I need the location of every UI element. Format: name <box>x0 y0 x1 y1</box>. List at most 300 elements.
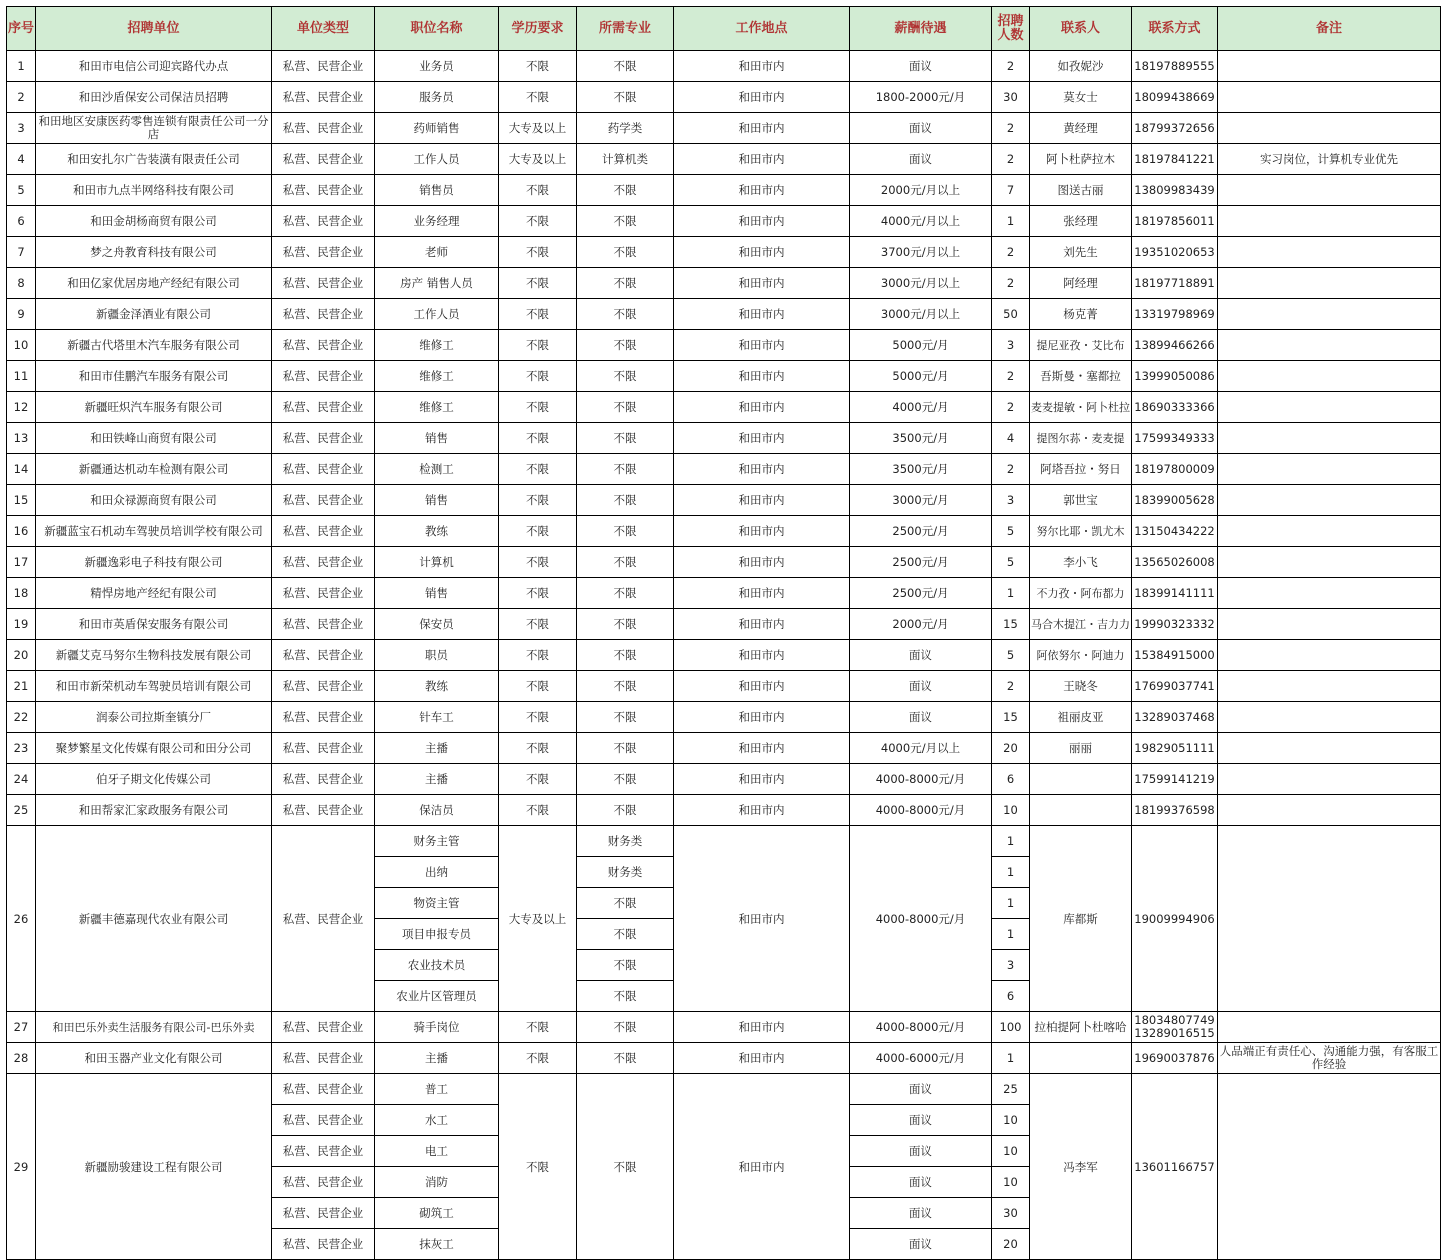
cell-edu: 不限 <box>499 764 577 795</box>
cell-no: 17 <box>7 547 36 578</box>
cell-location: 和田市内 <box>674 1074 850 1260</box>
cell-salary: 4000-8000元/月 <box>850 764 992 795</box>
cell-position: 计算机 <box>375 547 499 578</box>
cell-location: 和田市内 <box>674 175 850 206</box>
cell-note <box>1218 1074 1441 1260</box>
cell-company: 新疆丰德嘉现代农业有限公司 <box>36 826 272 1012</box>
cell-location: 和田市内 <box>674 268 850 299</box>
cell-position: 农业技术员 <box>375 950 499 981</box>
phone-line: 13289016515 <box>1134 1026 1215 1040</box>
cell-company: 和田沙盾保安公司保洁员招聘 <box>36 82 272 113</box>
cell-company: 新疆旺炽汽车服务有限公司 <box>36 392 272 423</box>
cell-contact: 库都斯 <box>1030 826 1132 1012</box>
cell-company: 伯牙子期文化传媒公司 <box>36 764 272 795</box>
header-cell: 联系方式 <box>1132 7 1218 51</box>
cell-position: 出纳 <box>375 857 499 888</box>
cell-position: 销售 <box>375 423 499 454</box>
cell-location: 和田市内 <box>674 640 850 671</box>
cell-edu: 不限 <box>499 299 577 330</box>
cell-phone: 13565026008 <box>1132 547 1218 578</box>
cell-type: 私营、民营企业 <box>272 485 375 516</box>
cell-major: 不限 <box>577 671 674 702</box>
table-row <box>7 82 1441 113</box>
cell-type: 私营、民营企业 <box>272 82 375 113</box>
cell-position: 抹灰工 <box>375 1229 499 1260</box>
table-row <box>7 175 1441 206</box>
cell-phone: 17699037741 <box>1132 671 1218 702</box>
cell-phone: 18199376598 <box>1132 795 1218 826</box>
table-row <box>7 609 1441 640</box>
cell-company: 和田市九点半网络科技有限公司 <box>36 175 272 206</box>
cell-count: 20 <box>992 733 1030 764</box>
cell-note <box>1218 702 1441 733</box>
cell-phone: 19351020653 <box>1132 237 1218 268</box>
table-row <box>7 454 1441 485</box>
cell-edu: 不限 <box>499 609 577 640</box>
cell-company: 新疆古代塔里木汽车服务有限公司 <box>36 330 272 361</box>
cell-position: 针车工 <box>375 702 499 733</box>
recruitment-table <box>6 6 1441 1260</box>
cell-contact: 王晓冬 <box>1030 671 1132 702</box>
cell-count: 2 <box>992 113 1030 144</box>
cell-phone: 18197856011 <box>1132 206 1218 237</box>
cell-salary: 面议 <box>850 671 992 702</box>
cell-contact: 郭世宝 <box>1030 485 1132 516</box>
cell-note <box>1218 826 1441 1012</box>
cell-location: 和田市内 <box>674 144 850 175</box>
cell-count: 3 <box>992 330 1030 361</box>
cell-major: 不限 <box>577 485 674 516</box>
header-cell: 职位名称 <box>375 7 499 51</box>
cell-note <box>1218 640 1441 671</box>
cell-note <box>1218 113 1441 144</box>
cell-no: 23 <box>7 733 36 764</box>
cell-position: 电工 <box>375 1136 499 1167</box>
cell-major: 不限 <box>577 392 674 423</box>
cell-salary: 面议 <box>850 1167 992 1198</box>
cell-company: 和田玉器产业文化有限公司 <box>36 1043 272 1074</box>
cell-position: 普工 <box>375 1074 499 1105</box>
cell-salary: 4000-8000元/月 <box>850 1012 992 1043</box>
cell-count: 6 <box>992 981 1030 1012</box>
cell-phone: 13899466266 <box>1132 330 1218 361</box>
cell-contact: 麦麦提敏・阿卜杜拉 <box>1030 392 1132 423</box>
cell-company: 新疆励骏建设工程有限公司 <box>36 1074 272 1260</box>
cell-no: 25 <box>7 795 36 826</box>
cell-company: 新疆金泽酒业有限公司 <box>36 299 272 330</box>
cell-note <box>1218 516 1441 547</box>
cell-position: 农业片区管理员 <box>375 981 499 1012</box>
cell-contact: 张经理 <box>1030 206 1132 237</box>
cell-company: 和田金胡杨商贸有限公司 <box>36 206 272 237</box>
cell-count: 2 <box>992 392 1030 423</box>
cell-company: 和田市佳鹏汽车服务有限公司 <box>36 361 272 392</box>
cell-type: 私营、民营企业 <box>272 113 375 144</box>
cell-location: 和田市内 <box>674 485 850 516</box>
cell-count: 3 <box>992 485 1030 516</box>
cell-position: 工作人员 <box>375 144 499 175</box>
cell-contact: 提尼亚孜・艾比布 <box>1030 330 1132 361</box>
cell-major: 不限 <box>577 547 674 578</box>
cell-no: 1 <box>7 51 36 82</box>
cell-location: 和田市内 <box>674 423 850 454</box>
cell-contact: 拉柏提阿卜杜喀哈 <box>1030 1012 1132 1043</box>
cell-phone: 13319798969 <box>1132 299 1218 330</box>
cell-major: 不限 <box>577 609 674 640</box>
cell-type: 私营、民营企业 <box>272 1074 375 1105</box>
cell-position: 消防 <box>375 1167 499 1198</box>
table-row <box>7 330 1441 361</box>
cell-no: 4 <box>7 144 36 175</box>
cell-note <box>1218 1012 1441 1043</box>
cell-note <box>1218 237 1441 268</box>
cell-edu: 不限 <box>499 733 577 764</box>
cell-type: 私营、民营企业 <box>272 1012 375 1043</box>
cell-note: 实习岗位，计算机专业优先 <box>1218 144 1441 175</box>
cell-salary: 3000元/月 <box>850 485 992 516</box>
table-row <box>7 578 1441 609</box>
cell-major: 不限 <box>577 516 674 547</box>
cell-position: 教练 <box>375 516 499 547</box>
table-row <box>7 826 1441 857</box>
cell-no: 24 <box>7 764 36 795</box>
cell-note <box>1218 795 1441 826</box>
cell-count: 10 <box>992 1167 1030 1198</box>
cell-no: 16 <box>7 516 36 547</box>
cell-location: 和田市内 <box>674 578 850 609</box>
cell-position: 维修工 <box>375 361 499 392</box>
cell-location: 和田市内 <box>674 671 850 702</box>
cell-major: 不限 <box>577 82 674 113</box>
cell-salary: 4000-8000元/月 <box>850 795 992 826</box>
cell-major: 不限 <box>577 888 674 919</box>
cell-count: 1 <box>992 888 1030 919</box>
cell-phone <box>1132 1012 1218 1043</box>
cell-note <box>1218 392 1441 423</box>
cell-company: 和田众禄源商贸有限公司 <box>36 485 272 516</box>
cell-type: 私营、民营企业 <box>272 51 375 82</box>
phone-line: 18034807749 <box>1134 1013 1215 1027</box>
cell-phone: 18197800009 <box>1132 454 1218 485</box>
cell-phone: 18197841221 <box>1132 144 1218 175</box>
cell-salary: 面议 <box>850 1229 992 1260</box>
cell-position: 维修工 <box>375 392 499 423</box>
table-row <box>7 144 1441 175</box>
cell-major: 不限 <box>577 1074 674 1260</box>
cell-note <box>1218 485 1441 516</box>
cell-company: 和田地区安康医药零售连锁有限责任公司一分店 <box>36 113 272 144</box>
cell-type: 私营、民营企业 <box>272 733 375 764</box>
cell-count: 5 <box>992 547 1030 578</box>
cell-company: 和田市英盾保安服务有限公司 <box>36 609 272 640</box>
cell-salary: 4000-6000元/月 <box>850 1043 992 1074</box>
cell-company: 聚梦繁星文化传媒有限公司和田分公司 <box>36 733 272 764</box>
cell-edu: 不限 <box>499 702 577 733</box>
cell-edu: 不限 <box>499 51 577 82</box>
cell-count: 25 <box>992 1074 1030 1105</box>
cell-edu: 不限 <box>499 392 577 423</box>
cell-type: 私营、民营企业 <box>272 330 375 361</box>
cell-type: 私营、民营企业 <box>272 578 375 609</box>
cell-count: 15 <box>992 609 1030 640</box>
cell-no: 15 <box>7 485 36 516</box>
cell-note <box>1218 82 1441 113</box>
cell-position: 服务员 <box>375 82 499 113</box>
table-row <box>7 485 1441 516</box>
cell-major: 不限 <box>577 578 674 609</box>
cell-position: 项目申报专员 <box>375 919 499 950</box>
cell-type: 私营、民营企业 <box>272 640 375 671</box>
cell-type: 私营、民营企业 <box>272 454 375 485</box>
cell-position: 销售 <box>375 578 499 609</box>
cell-edu: 不限 <box>499 578 577 609</box>
cell-location: 和田市内 <box>674 113 850 144</box>
table-row <box>7 1043 1441 1074</box>
cell-major: 不限 <box>577 981 674 1012</box>
cell-type: 私营、民营企业 <box>272 144 375 175</box>
cell-no: 6 <box>7 206 36 237</box>
cell-contact: 努尔比耶・凯尤木 <box>1030 516 1132 547</box>
cell-no: 11 <box>7 361 36 392</box>
cell-major: 不限 <box>577 51 674 82</box>
cell-type: 私营、民营企业 <box>272 1043 375 1074</box>
table-row <box>7 268 1441 299</box>
cell-edu: 不限 <box>499 454 577 485</box>
cell-type: 私营、民营企业 <box>272 795 375 826</box>
cell-major: 财务类 <box>577 826 674 857</box>
cell-contact: 不力孜・阿布都力 <box>1030 578 1132 609</box>
cell-note <box>1218 671 1441 702</box>
cell-phone: 18197889555 <box>1132 51 1218 82</box>
cell-edu: 不限 <box>499 640 577 671</box>
cell-company: 和田安扎尔广告装潢有限责任公司 <box>36 144 272 175</box>
cell-major: 不限 <box>577 299 674 330</box>
cell-salary: 面议 <box>850 1136 992 1167</box>
cell-edu: 不限 <box>499 485 577 516</box>
table-row <box>7 1012 1441 1043</box>
cell-major: 不限 <box>577 764 674 795</box>
cell-company: 和田铁峰山商贸有限公司 <box>36 423 272 454</box>
cell-position: 药师销售 <box>375 113 499 144</box>
cell-contact <box>1030 764 1132 795</box>
cell-salary: 3500元/月 <box>850 423 992 454</box>
cell-position: 房产 销售人员 <box>375 268 499 299</box>
cell-position: 工作人员 <box>375 299 499 330</box>
cell-count: 100 <box>992 1012 1030 1043</box>
cell-salary: 面议 <box>850 144 992 175</box>
cell-count: 1 <box>992 826 1030 857</box>
cell-no: 13 <box>7 423 36 454</box>
cell-type: 私营、民营企业 <box>272 237 375 268</box>
cell-contact: 阿依努尔・阿迪力 <box>1030 640 1132 671</box>
cell-contact <box>1030 1043 1132 1074</box>
cell-salary: 5000元/月 <box>850 330 992 361</box>
cell-position: 维修工 <box>375 330 499 361</box>
cell-count: 2 <box>992 268 1030 299</box>
cell-phone: 15384915000 <box>1132 640 1218 671</box>
header-row <box>7 7 1441 51</box>
cell-contact: 提图尔荪・麦麦提 <box>1030 423 1132 454</box>
cell-note <box>1218 454 1441 485</box>
cell-major: 不限 <box>577 361 674 392</box>
cell-position: 销售 <box>375 485 499 516</box>
cell-note <box>1218 764 1441 795</box>
cell-edu: 不限 <box>499 330 577 361</box>
cell-salary: 1800-2000元/月 <box>850 82 992 113</box>
cell-major: 计算机类 <box>577 144 674 175</box>
cell-count: 1 <box>992 206 1030 237</box>
cell-location: 和田市内 <box>674 361 850 392</box>
cell-note <box>1218 299 1441 330</box>
table-row <box>7 423 1441 454</box>
cell-major: 不限 <box>577 919 674 950</box>
cell-no: 3 <box>7 113 36 144</box>
cell-contact: 阿塔吾拉・努日 <box>1030 454 1132 485</box>
cell-type: 私营、民营企业 <box>272 671 375 702</box>
cell-salary: 3000元/月以上 <box>850 299 992 330</box>
header-cell: 招聘人数 <box>992 7 1030 51</box>
cell-type: 私营、民营企业 <box>272 1167 375 1198</box>
cell-location: 和田市内 <box>674 609 850 640</box>
cell-count: 1 <box>992 578 1030 609</box>
cell-phone: 13601166757 <box>1132 1074 1218 1260</box>
cell-major: 不限 <box>577 733 674 764</box>
cell-company: 和田亿家优居房地产经纪有限公司 <box>36 268 272 299</box>
cell-salary: 2500元/月 <box>850 547 992 578</box>
cell-no: 21 <box>7 671 36 702</box>
cell-company: 和田市新荣机动车驾驶员培训有限公司 <box>36 671 272 702</box>
cell-major: 不限 <box>577 702 674 733</box>
cell-company: 和田市电信公司迎宾路代办点 <box>36 51 272 82</box>
cell-phone: 19990323332 <box>1132 609 1218 640</box>
cell-no: 7 <box>7 237 36 268</box>
cell-contact: 刘先生 <box>1030 237 1132 268</box>
table-row <box>7 764 1441 795</box>
cell-no: 26 <box>7 826 36 1012</box>
cell-type: 私营、民营企业 <box>272 547 375 578</box>
cell-edu: 不限 <box>499 516 577 547</box>
cell-contact: 莫女士 <box>1030 82 1132 113</box>
cell-position: 财务主管 <box>375 826 499 857</box>
cell-count: 5 <box>992 516 1030 547</box>
cell-note <box>1218 206 1441 237</box>
table-row <box>7 733 1441 764</box>
table-row <box>7 1074 1441 1105</box>
cell-count: 30 <box>992 82 1030 113</box>
cell-count: 2 <box>992 51 1030 82</box>
table-row <box>7 237 1441 268</box>
cell-edu: 不限 <box>499 671 577 702</box>
cell-no: 19 <box>7 609 36 640</box>
cell-position: 水工 <box>375 1105 499 1136</box>
cell-company: 和田巴乐外卖生活服务有限公司-巴乐外卖 <box>36 1012 272 1043</box>
header-cell: 招聘单位 <box>36 7 272 51</box>
cell-phone: 18799372656 <box>1132 113 1218 144</box>
table-row <box>7 671 1441 702</box>
cell-salary: 2500元/月 <box>850 516 992 547</box>
cell-type: 私营、民营企业 <box>272 392 375 423</box>
cell-no: 18 <box>7 578 36 609</box>
cell-edu: 不限 <box>499 237 577 268</box>
cell-location: 和田市内 <box>674 1043 850 1074</box>
cell-salary: 2500元/月 <box>850 578 992 609</box>
cell-count: 6 <box>992 764 1030 795</box>
table-row <box>7 51 1441 82</box>
cell-location: 和田市内 <box>674 82 850 113</box>
cell-salary: 4000元/月以上 <box>850 733 992 764</box>
cell-count: 4 <box>992 423 1030 454</box>
cell-company: 新疆通达机动车检测有限公司 <box>36 454 272 485</box>
table-row <box>7 299 1441 330</box>
cell-company: 润泰公司拉斯奎镇分厂 <box>36 702 272 733</box>
cell-contact: 冯李军 <box>1030 1074 1132 1260</box>
cell-edu: 不限 <box>499 423 577 454</box>
cell-salary: 2000元/月以上 <box>850 175 992 206</box>
cell-count: 10 <box>992 1105 1030 1136</box>
cell-salary: 3500元/月 <box>850 454 992 485</box>
cell-type: 私营、民营企业 <box>272 826 375 1012</box>
cell-position: 保安员 <box>375 609 499 640</box>
cell-contact: 吾斯曼・塞都拉 <box>1030 361 1132 392</box>
cell-type: 私营、民营企业 <box>272 175 375 206</box>
cell-count: 50 <box>992 299 1030 330</box>
cell-company: 新疆艾克马努尔生物科技发展有限公司 <box>36 640 272 671</box>
cell-major: 不限 <box>577 330 674 361</box>
cell-type: 私营、民营企业 <box>272 206 375 237</box>
cell-position: 物资主管 <box>375 888 499 919</box>
header-cell: 序号 <box>7 7 36 51</box>
cell-major: 不限 <box>577 423 674 454</box>
cell-contact: 如孜妮沙 <box>1030 51 1132 82</box>
cell-salary: 2000元/月 <box>850 609 992 640</box>
cell-salary: 4000-8000元/月 <box>850 826 992 1012</box>
cell-salary: 4000元/月 <box>850 392 992 423</box>
cell-no: 8 <box>7 268 36 299</box>
cell-no: 12 <box>7 392 36 423</box>
cell-type: 私营、民营企业 <box>272 361 375 392</box>
cell-edu: 不限 <box>499 1074 577 1260</box>
cell-count: 1 <box>992 857 1030 888</box>
cell-salary: 面议 <box>850 640 992 671</box>
cell-no: 10 <box>7 330 36 361</box>
cell-major: 不限 <box>577 640 674 671</box>
cell-position: 老师 <box>375 237 499 268</box>
header-cell: 学历要求 <box>499 7 577 51</box>
cell-contact: 李小飞 <box>1030 547 1132 578</box>
cell-no: 27 <box>7 1012 36 1043</box>
cell-no: 2 <box>7 82 36 113</box>
cell-phone: 18399005628 <box>1132 485 1218 516</box>
cell-no: 5 <box>7 175 36 206</box>
cell-location: 和田市内 <box>674 826 850 1012</box>
header-cell: 备注 <box>1218 7 1441 51</box>
cell-position: 职员 <box>375 640 499 671</box>
cell-count: 2 <box>992 144 1030 175</box>
cell-company: 新疆蓝宝石机动车驾驶员培训学校有限公司 <box>36 516 272 547</box>
cell-count: 7 <box>992 175 1030 206</box>
cell-salary: 3000元/月以上 <box>850 268 992 299</box>
cell-phone: 13809983439 <box>1132 175 1218 206</box>
cell-note <box>1218 733 1441 764</box>
cell-edu: 大专及以上 <box>499 144 577 175</box>
cell-location: 和田市内 <box>674 733 850 764</box>
cell-type: 私营、民营企业 <box>272 1105 375 1136</box>
cell-location: 和田市内 <box>674 516 850 547</box>
cell-count: 15 <box>992 702 1030 733</box>
cell-salary: 5000元/月 <box>850 361 992 392</box>
cell-position: 业务经理 <box>375 206 499 237</box>
cell-count: 3 <box>992 950 1030 981</box>
